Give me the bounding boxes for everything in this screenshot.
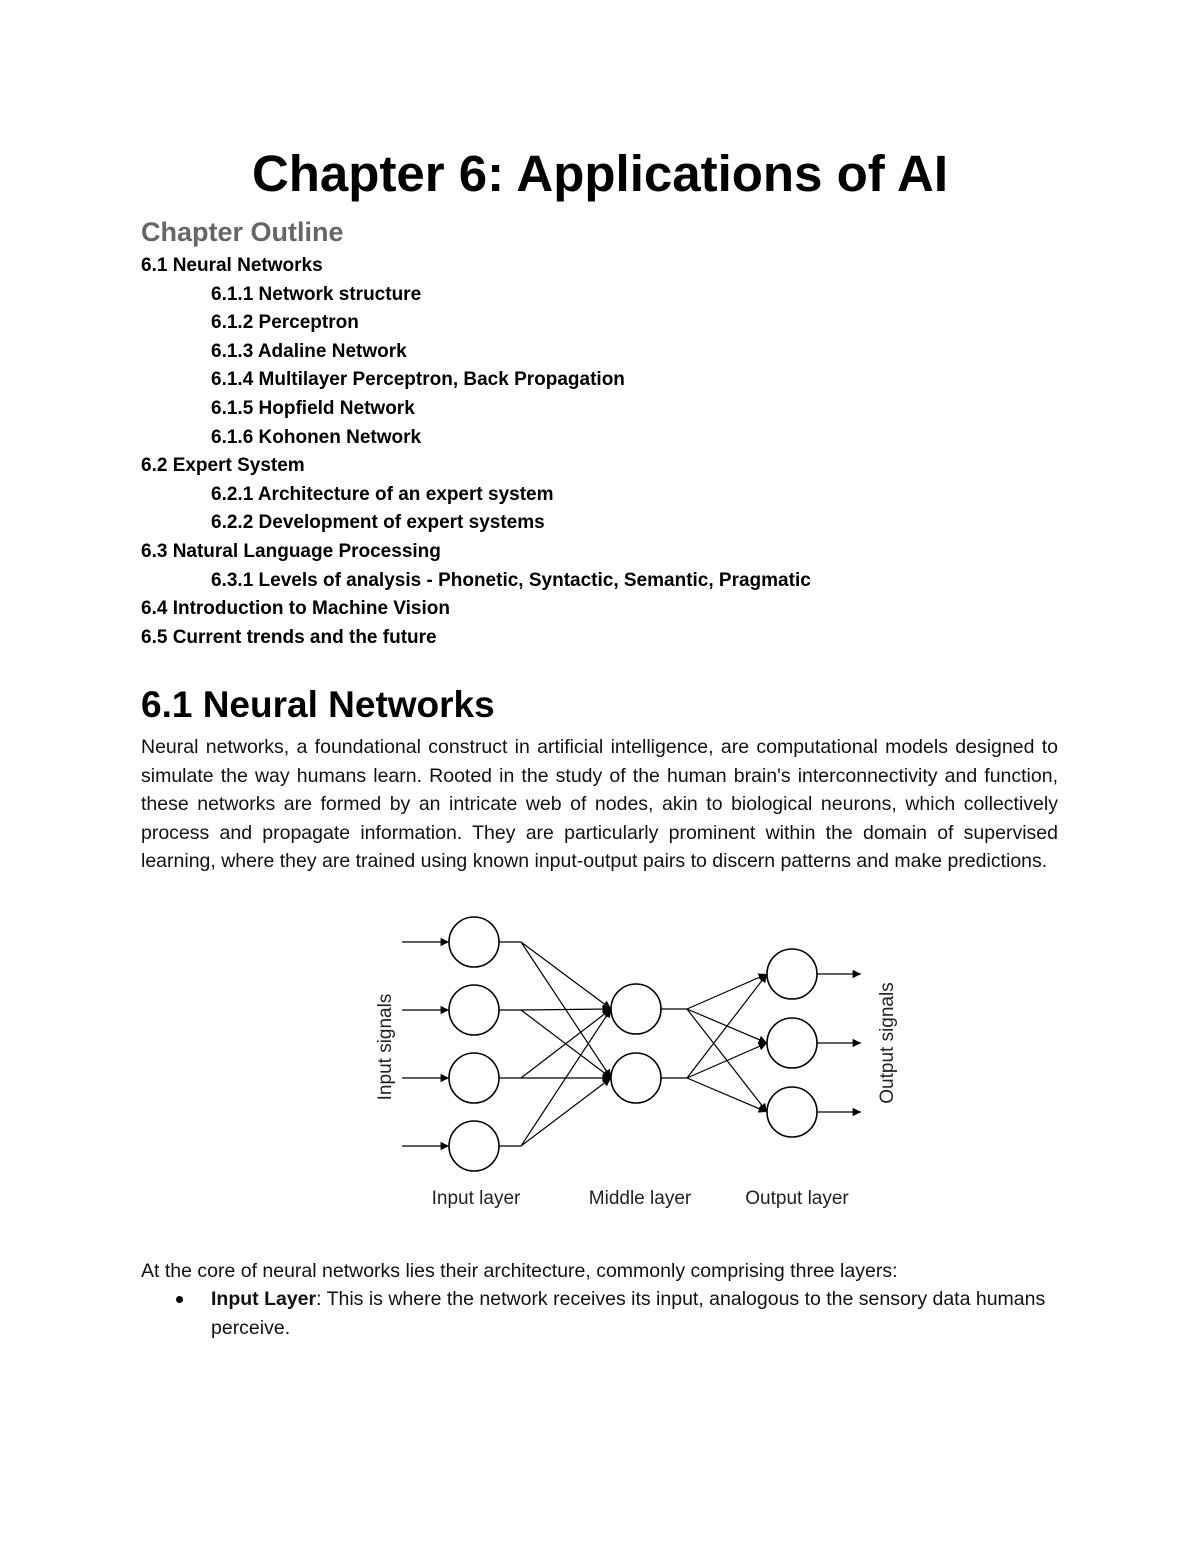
- outline-item: 6.3 Natural Language Processing: [141, 540, 441, 562]
- outline-item: 6.1.2 Perceptron: [211, 312, 359, 334]
- input-node: [449, 1053, 499, 1103]
- middle-node: [611, 1053, 661, 1103]
- outline-item: 6.4 Introduction to Machine Vision: [141, 598, 450, 620]
- input-node: [449, 985, 499, 1035]
- outline-item: 6.2 Expert System: [141, 455, 305, 477]
- input-node: [449, 917, 499, 967]
- middle-to-output-connection: [687, 974, 767, 1078]
- outline-item: 6.1 Neural Networks: [141, 255, 323, 276]
- section-heading: 6.1 Neural Networks: [141, 684, 495, 725]
- input-to-middle-connection: [521, 942, 611, 1009]
- output-node: [767, 949, 817, 999]
- bullet-input-layer: [141, 1285, 1058, 1342]
- output-layer-label: Output layer: [745, 1188, 849, 1209]
- bullet-text: [211, 1285, 1058, 1342]
- outline-item: 6.1.6 Kohonen Network: [211, 426, 422, 448]
- architecture-paragraph: At the core of neural networks lies their architecture, commonly comprising three layers:: [141, 1260, 898, 1282]
- output-node: [767, 1018, 817, 1068]
- bullet-term: Input Layer: [211, 1288, 317, 1310]
- middle-to-output-connection: [687, 1043, 767, 1078]
- outline-item: 6.3.1 Levels of analysis - Phonetic, Syntactic, Semantic, Pragmatic: [211, 569, 811, 591]
- input-layer-label: Input layer: [431, 1188, 521, 1209]
- outline-heading: Chapter Outline: [141, 217, 344, 247]
- outline-item: 6.1.4 Multilayer Perceptron, Back Propagation: [211, 369, 625, 391]
- intro-paragraph: Neural networks, a foundational construct in artificial intelligence, are computational models designed to simulate the way humans learn. Rooted in the study of the human brain's interconnectivity and function, these networks are formed by an intricate web of nodes, akin to biological neurons, which collectively process and propagate information. They are particularly prominent within the domain of supervised learning, where they are trained using known input-output pairs to discern patterns and make predictions.: [141, 736, 1058, 873]
- middle-to-output-connection: [687, 1078, 767, 1112]
- neural-network-diagram: [355, 912, 915, 1222]
- input-node: [449, 1121, 499, 1171]
- bullet-description: : This is where the network receives its input, analogous to the sensory data humans perceive.: [211, 1288, 1046, 1339]
- input-signals-label: Input signals: [375, 993, 396, 1101]
- chapter-title: Chapter 6: Applications of AI: [251, 145, 949, 202]
- middle-to-output-connection: [687, 974, 767, 1009]
- outline-item: 6.2.1 Architecture of an expert system: [211, 483, 554, 505]
- output-signals-label: Output signals: [877, 982, 898, 1104]
- input-to-middle-connection: [521, 1078, 611, 1146]
- outline-item: 6.5 Current trends and the future: [141, 626, 437, 648]
- middle-node: [611, 984, 661, 1034]
- outline-item: 6.1.3 Adaline Network: [211, 340, 407, 362]
- nodes: [449, 917, 817, 1171]
- output-node: [767, 1087, 817, 1137]
- outline-item: 6.1.5 Hopfield Network: [211, 397, 415, 419]
- chapter-outline: [0, 252, 1200, 652]
- outline-item: 6.2.2 Development of expert systems: [211, 512, 545, 534]
- input-to-middle-connection: [521, 1009, 611, 1010]
- middle-layer-label: Middle layer: [588, 1188, 692, 1209]
- outline-item: 6.1.1 Network structure: [211, 283, 422, 305]
- bullet-dot: [176, 1296, 183, 1303]
